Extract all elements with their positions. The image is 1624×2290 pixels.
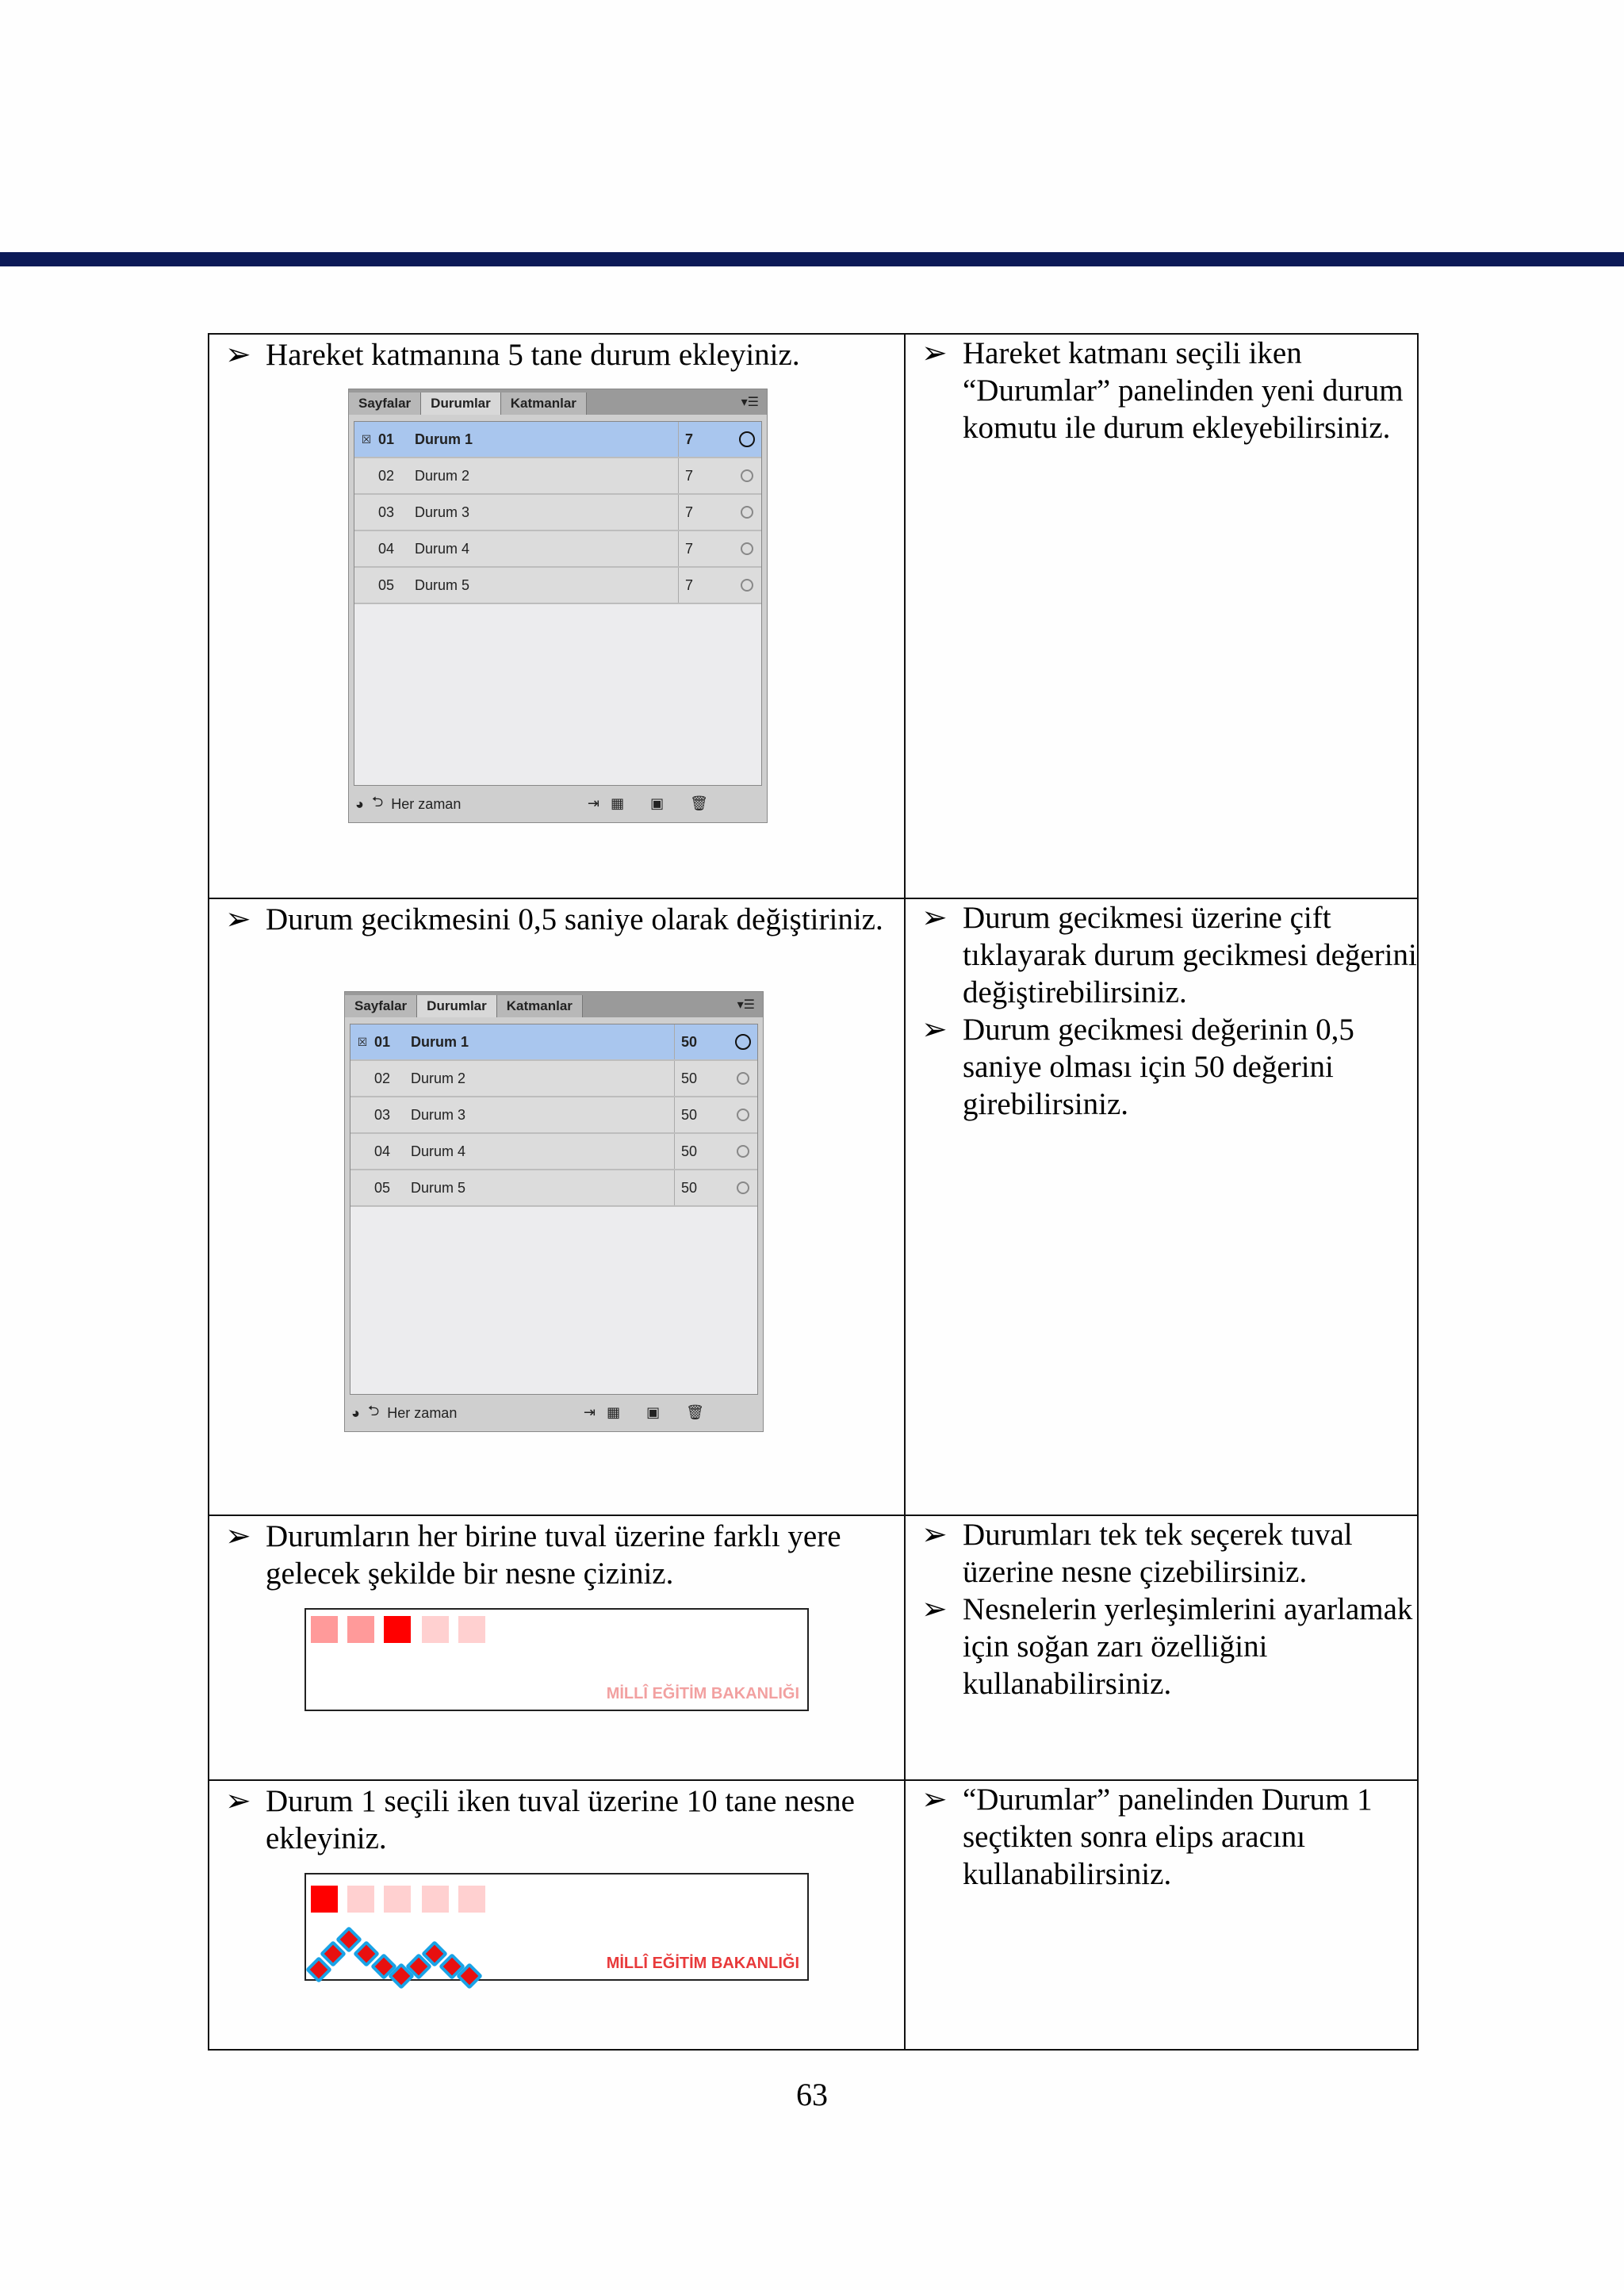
visibility-icon[interactable]: ☒ [357,1035,368,1048]
panel-action-icons[interactable]: ⇥▦ ▣ 🗑 [588,795,719,811]
shape-square [422,1616,449,1643]
shape-square [347,1616,374,1643]
step-3-instruction-cell [209,1515,905,1780]
tab-katmanlar[interactable]: Katmanlar [501,393,587,415]
canvas-preview [304,1873,809,1981]
visibility-icon[interactable]: ☒ [361,432,372,446]
step-1-instruction: ➢ Hareket katmanına 5 tane durum ekleyiniz. [225,338,800,372]
state-delay[interactable]: 50 [674,1024,729,1059]
tab-sayfalar[interactable]: Sayfalar [345,995,417,1017]
states-panel [344,991,764,1432]
step-row-2 [209,898,1418,1515]
loop-icon[interactable]: ⮌ [371,794,384,810]
state-row[interactable]: ☒ 01 Durum 1 50 [350,1024,757,1061]
arrow-bullet-icon: ➢ [225,1519,251,1553]
arrow-bullet-icon: ➢ [921,1592,948,1626]
step-4-instruction: ➢ Durum 1 seçili iken tuval üzerine 10 tane nesne ekleyiniz. [225,1784,855,1855]
states-panel [348,389,768,823]
panel-menu-icon[interactable]: ▾☰ [741,396,759,409]
state-delay[interactable]: 50 [674,1097,729,1132]
arrow-bullet-icon: ➢ [921,336,948,370]
onion-skin-icon[interactable] [737,1181,749,1194]
shape-square [384,1886,411,1913]
step-1-instruction-cell [209,334,905,898]
state-row[interactable]: ☒ 01 Durum 1 7 [354,422,761,458]
step-row-1 [209,334,1418,898]
arrow-bullet-icon: ➢ [225,902,251,936]
shape-square [458,1886,485,1913]
step-3-tip: ➢ Nesnelerin yerleşimlerini ayarlamak için soğan zarı özelliğini kullanabilirsiniz. [921,1592,1413,1701]
state-row[interactable]: 05 Durum 5 7 [354,568,761,604]
state-delay[interactable]: 7 [678,495,733,530]
panel-tabs [345,992,763,1017]
step-3-tip: ➢ Durumları tek tek seçerek tuval üzerine nesne çizebilirsiniz. [921,1518,1353,1589]
state-delay[interactable]: 7 [678,531,733,566]
state-row[interactable]: 03 Durum 3 50 [350,1097,757,1134]
step-1-tip-cell [905,334,1418,898]
state-delay[interactable]: 50 [674,1134,729,1169]
state-delay[interactable]: 50 [674,1061,729,1096]
panel-menu-icon[interactable]: ▾☰ [737,998,755,1012]
arrow-bullet-icon: ➢ [225,1784,251,1818]
meb-logo-text: MİLLÎ EĞİTİM BAKANLIĞI [606,1685,799,1702]
step-3-instruction: ➢ Durumların her birine tuval üzerine farklı yere gelecek şekilde bir nesne çiziniz. [225,1519,841,1591]
steps-table [208,333,1419,2051]
arrow-bullet-icon: ➢ [921,1013,948,1047]
step-2-instruction: ➢ Durum gecikmesini 0,5 saniye olarak değiştiriniz. [225,902,883,936]
panel-tabs [349,389,767,415]
tween-icon[interactable]: ◕ [355,795,364,812]
loop-setting[interactable]: Her zaman [391,795,462,812]
header-bar [0,252,1624,266]
shape-square [347,1886,374,1913]
step-row-3 [209,1515,1418,1780]
tab-durumlar[interactable]: Durumlar [417,995,497,1017]
onion-skin-icon[interactable] [741,579,753,592]
arrow-bullet-icon: ➢ [921,1518,948,1552]
shape-square [384,1616,411,1643]
state-list [354,421,762,786]
onion-skin-icon[interactable] [737,1145,749,1158]
onion-skin-icon[interactable] [735,1034,751,1050]
step-1-tip: ➢ Hareket katmanı seçili iken “Durumlar” panelinden yeni durum komutu ile durum ekleyebilirsiniz. [921,336,1404,445]
state-row[interactable]: 04 Durum 4 50 [350,1134,757,1170]
state-delay[interactable]: 50 [674,1170,729,1205]
loop-icon[interactable]: ⮌ [367,1403,380,1419]
step-row-4 [209,1780,1418,2050]
state-delay[interactable]: 7 [678,422,733,457]
shape-square [422,1886,449,1913]
onion-skin-icon[interactable] [741,506,753,519]
tab-katmanlar[interactable]: Katmanlar [497,995,583,1017]
page-number: 63 [796,2077,828,2112]
arrow-bullet-icon: ➢ [921,1783,948,1817]
state-row[interactable]: 04 Durum 4 7 [354,531,761,568]
state-row[interactable]: 05 Durum 5 50 [350,1170,757,1207]
state-delay[interactable]: 7 [678,568,733,603]
shape-square [458,1616,485,1643]
state-row[interactable]: 02 Durum 2 7 [354,458,761,495]
loop-setting[interactable]: Her zaman [387,1404,458,1421]
shape-square [311,1886,338,1913]
onion-skin-icon[interactable] [737,1109,749,1121]
shape-square [311,1616,338,1643]
state-row[interactable]: 03 Durum 3 7 [354,495,761,531]
step-4-instruction-cell [209,1780,905,2050]
arrow-bullet-icon: ➢ [225,338,251,372]
state-delay[interactable]: 7 [678,458,733,493]
panel-footer [345,1395,763,1431]
step-3-tip-cell [905,1515,1418,1780]
step-2-tip: ➢ Durum gecikmesi üzerine çift tıklayarak durum gecikmesi değerini değiştirebilirsiniz. [921,901,1417,1009]
onion-skin-icon[interactable] [741,542,753,555]
step-4-tip: ➢ “Durumlar” panelinden Durum 1 seçtikten sonra elips aracını kullanabilirsiniz. [921,1783,1373,1891]
step-2-tip-cell [905,898,1418,1515]
tween-icon[interactable]: ◕ [351,1404,360,1421]
state-row[interactable]: 02 Durum 2 50 [350,1061,757,1097]
onion-skin-icon[interactable] [739,431,755,447]
tab-sayfalar[interactable]: Sayfalar [349,393,421,415]
onion-skin-icon[interactable] [741,469,753,482]
meb-logo-text: MİLLÎ EĞİTİM BAKANLIĞI [606,1955,799,1972]
onion-skin-icon[interactable] [737,1072,749,1085]
tab-durumlar[interactable]: Durumlar [421,393,501,415]
state-list [350,1024,758,1395]
step-2-tip: ➢ Durum gecikmesi değerinin 0,5 saniye olması için 50 değerini girebilirsiniz. [921,1013,1354,1121]
panel-footer [349,786,767,822]
canvas-preview [304,1608,809,1711]
step-4-tip-cell [905,1780,1418,2050]
arrow-bullet-icon: ➢ [921,901,948,935]
panel-action-icons[interactable]: ⇥▦ ▣ 🗑 [584,1404,715,1420]
step-2-instruction-cell [209,898,905,1515]
